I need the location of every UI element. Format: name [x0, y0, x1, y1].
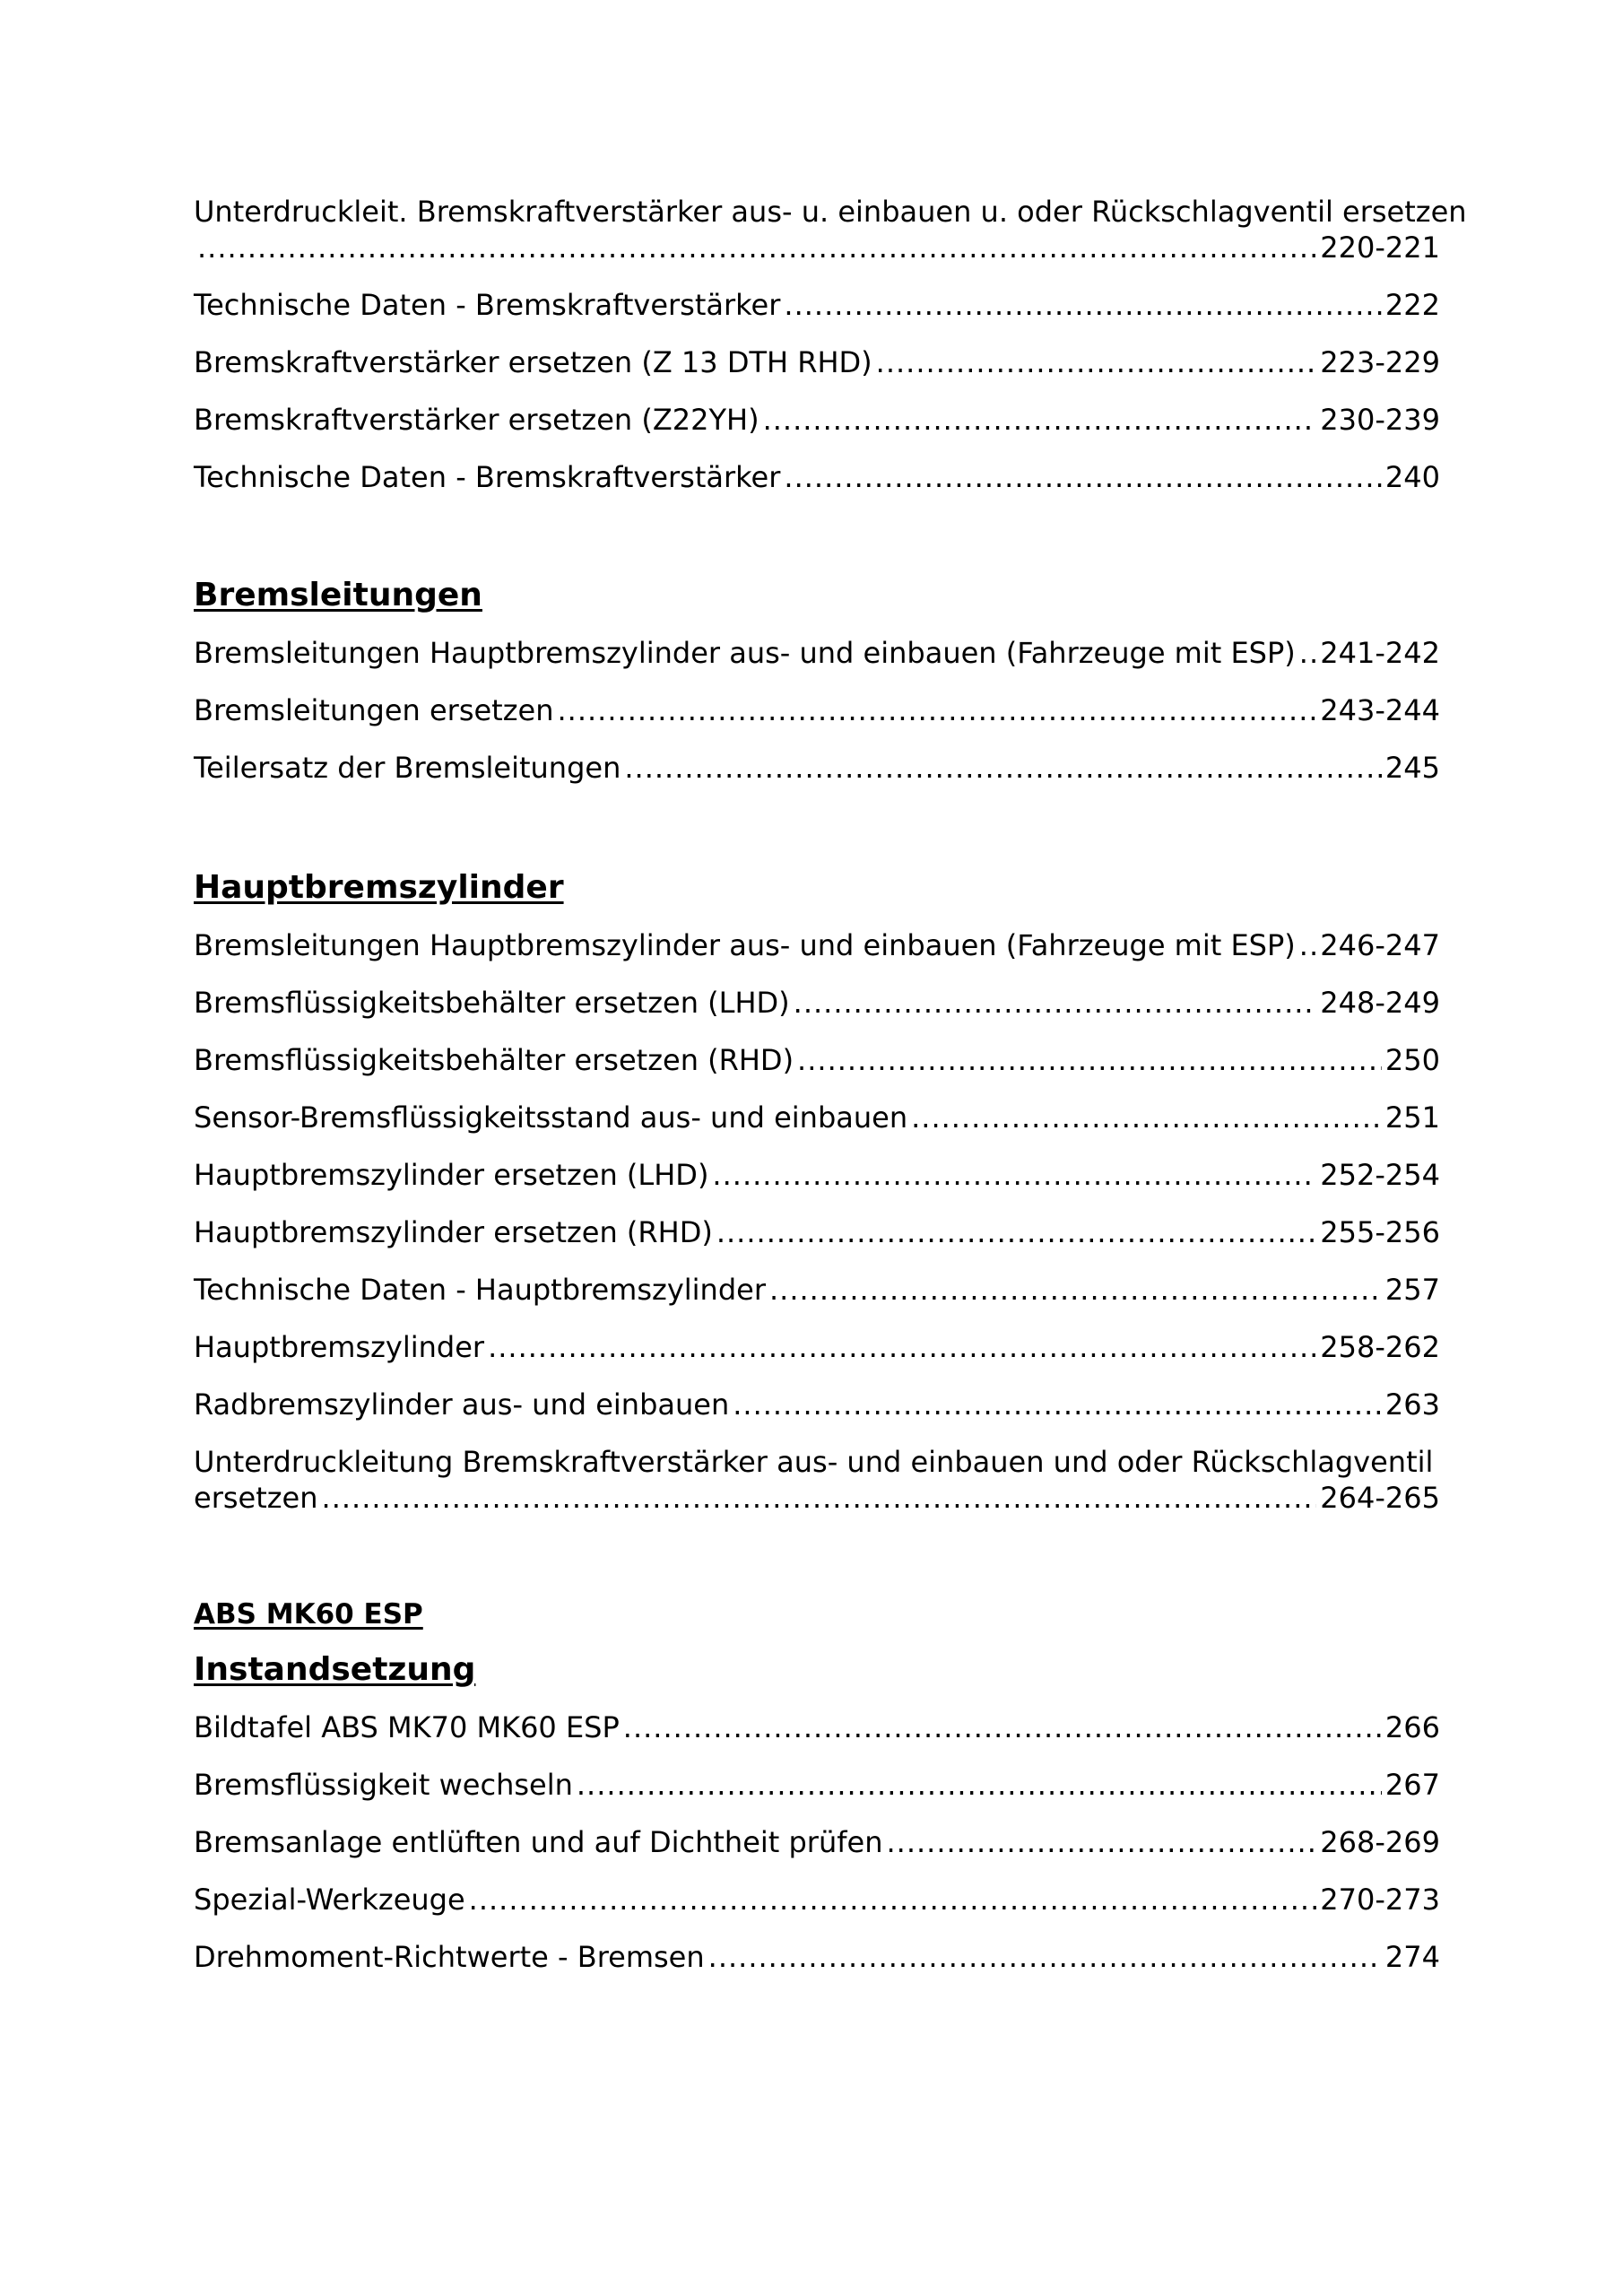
dot-leader [794, 985, 1317, 1021]
toc-entry-title: Bremsleitungen ersetzen [194, 693, 554, 727]
toc-entry[interactable] [194, 692, 1440, 732]
toc-entry[interactable] [194, 985, 1440, 1024]
toc-entry-title: Bremsflüssigkeitsbehälter ersetzen (RHD) [194, 1043, 794, 1077]
toc-entry[interactable] [194, 1767, 1440, 1806]
toc-entry-title: Bremsflüssigkeit wechseln [194, 1768, 573, 1802]
toc-entry-pages: 266 [1384, 1710, 1440, 1744]
toc-entry[interactable] [194, 1100, 1440, 1139]
section-heading-hauptbremszylinder: Hauptbremszylinder [194, 869, 564, 906]
toc-entry-pages: 264-265 [1320, 1481, 1440, 1515]
toc-entry-pages: 243-244 [1320, 693, 1440, 727]
toc-entry-title: Hauptbremszylinder ersetzen (RHD) [194, 1215, 713, 1249]
dot-leader [712, 1157, 1316, 1193]
toc-entry[interactable] [194, 750, 1440, 789]
toc-entry-title: Drehmoment-Richtwerte - Bremsen [194, 1940, 705, 1974]
toc-entry-pages: 257 [1384, 1273, 1440, 1307]
toc-entry-pages: 255-256 [1320, 1215, 1440, 1249]
toc-entry[interactable] [194, 635, 1440, 674]
toc-entry-pages: 250 [1384, 1043, 1440, 1077]
toc-entry-title: Bremsanlage entlüften und auf Dichtheit prüfen [194, 1825, 883, 1859]
dot-leader [197, 230, 1316, 265]
toc-entry-title: Technische Daten - Hauptbremszylinder [194, 1273, 766, 1307]
toc-entry-pages: 252-254 [1320, 1158, 1440, 1192]
toc-entry-pages: 248-249 [1320, 986, 1440, 1020]
section-heading-bremsleitungen: Bremsleitungen [194, 577, 482, 613]
toc-entry[interactable] [194, 1329, 1440, 1369]
toc-entry-pages: 251 [1384, 1100, 1440, 1135]
toc-entry-title: ersetzen [194, 1481, 318, 1515]
toc-entry-pages: 267 [1384, 1768, 1440, 1802]
dot-leader [469, 1882, 1317, 1918]
toc-entry-title: Spezial-Werkzeuge [194, 1883, 465, 1917]
toc-entry[interactable] [194, 1709, 1440, 1749]
toc-entry-pages: 222 [1384, 288, 1440, 322]
toc-entry-title: Hauptbremszylinder ersetzen (LHD) [194, 1158, 709, 1192]
toc-entry-title: Radbremszylinder aus- und einbauen [194, 1387, 730, 1422]
toc-entry[interactable] [194, 1157, 1440, 1196]
section-subheading-instandsetzung: Instandsetzung [194, 1651, 476, 1688]
toc-entry[interactable] [194, 1939, 1440, 1979]
dot-leader [797, 1042, 1382, 1078]
toc-entry-title: Bildtafel ABS MK70 MK60 ESP [194, 1710, 620, 1744]
toc-entry-pages: 263 [1384, 1387, 1440, 1422]
toc-entry-title: Bremskraftverstärker ersetzen (Z 13 DTH RHD) [194, 345, 872, 379]
toc-entry-pages: 230-239 [1320, 403, 1440, 437]
toc-entry-pages: 223-229 [1320, 345, 1440, 379]
toc-entry[interactable] [194, 1042, 1440, 1082]
dot-leader [708, 1939, 1382, 1975]
toc-entry-title: Technische Daten - Bremskraftverstärker [194, 288, 781, 322]
toc-entry-pages: 270-273 [1320, 1883, 1440, 1917]
dot-leader [624, 750, 1382, 786]
dot-leader [557, 692, 1316, 728]
toc-entry-title: Bremsleitungen Hauptbremszylinder aus- und einbauen (Fahrzeuge mit ESP) [194, 928, 1296, 962]
toc-entry-title-line: Unterdruckleit. Bremskraftverstärker aus- u. einbauen u. oder Rückschlagventil ersetzen [194, 195, 1467, 229]
toc-entry-title: Bremsleitungen Hauptbremszylinder aus- und einbauen (Fahrzeuge mit ESP) [194, 636, 1296, 670]
toc-entry-pages: 258-262 [1320, 1330, 1440, 1364]
dot-leader [784, 287, 1382, 323]
toc-entry-pages: 240 [1384, 460, 1440, 494]
dot-leader [1299, 927, 1317, 963]
dot-leader [1299, 635, 1317, 671]
dot-leader [876, 344, 1317, 380]
toc-entry-pages: 274 [1384, 1940, 1440, 1974]
dot-leader [784, 459, 1382, 495]
toc-entry[interactable] [194, 230, 1440, 269]
toc-entry[interactable] [194, 344, 1440, 384]
toc-entry[interactable] [194, 1387, 1440, 1426]
dot-leader [577, 1767, 1382, 1803]
dot-leader [911, 1100, 1382, 1135]
dot-leader [488, 1329, 1316, 1365]
dot-leader [733, 1387, 1382, 1422]
section-heading-abs: ABS MK60 ESP [194, 1598, 423, 1631]
toc-entry-pages: 268-269 [1320, 1825, 1440, 1859]
dot-leader [322, 1480, 1317, 1516]
toc-entry-title: Technische Daten - Bremskraftverstärker [194, 460, 781, 494]
toc-entry[interactable] [194, 459, 1440, 499]
toc-entry[interactable] [194, 402, 1440, 441]
dot-leader [623, 1709, 1382, 1745]
toc-entry[interactable] [194, 1272, 1440, 1311]
toc-entry-title-line: Unterdruckleitung Bremskraftverstärker aus- und einbauen und oder Rückschlagventil [194, 1445, 1434, 1479]
toc-entry[interactable] [194, 1882, 1440, 1921]
toc-entry[interactable] [194, 1214, 1440, 1254]
toc-entry[interactable] [194, 927, 1440, 967]
dot-leader [763, 402, 1317, 438]
dot-leader [886, 1824, 1316, 1860]
toc-entry-title: Teilersatz der Bremsleitungen [194, 751, 621, 785]
dot-leader [769, 1272, 1382, 1308]
toc-entry-title: Hauptbremszylinder [194, 1330, 485, 1364]
toc-entry-pages: 220-221 [1320, 230, 1440, 265]
toc-entry-title: Bremskraftverstärker ersetzen (Z22YH) [194, 403, 759, 437]
toc-entry-pages: 246-247 [1320, 928, 1440, 962]
toc-entry-title: Sensor-Bremsflüssigkeitsstand aus- und einbauen [194, 1100, 908, 1135]
toc-entry-pages: 241-242 [1320, 636, 1440, 670]
toc-entry-title: Bremsflüssigkeitsbehälter ersetzen (LHD) [194, 986, 790, 1020]
toc-entry[interactable] [194, 1824, 1440, 1864]
toc-entry[interactable] [194, 1480, 1440, 1519]
dot-leader [716, 1214, 1316, 1250]
toc-entry[interactable] [194, 287, 1440, 326]
toc-entry-pages: 245 [1384, 751, 1440, 785]
